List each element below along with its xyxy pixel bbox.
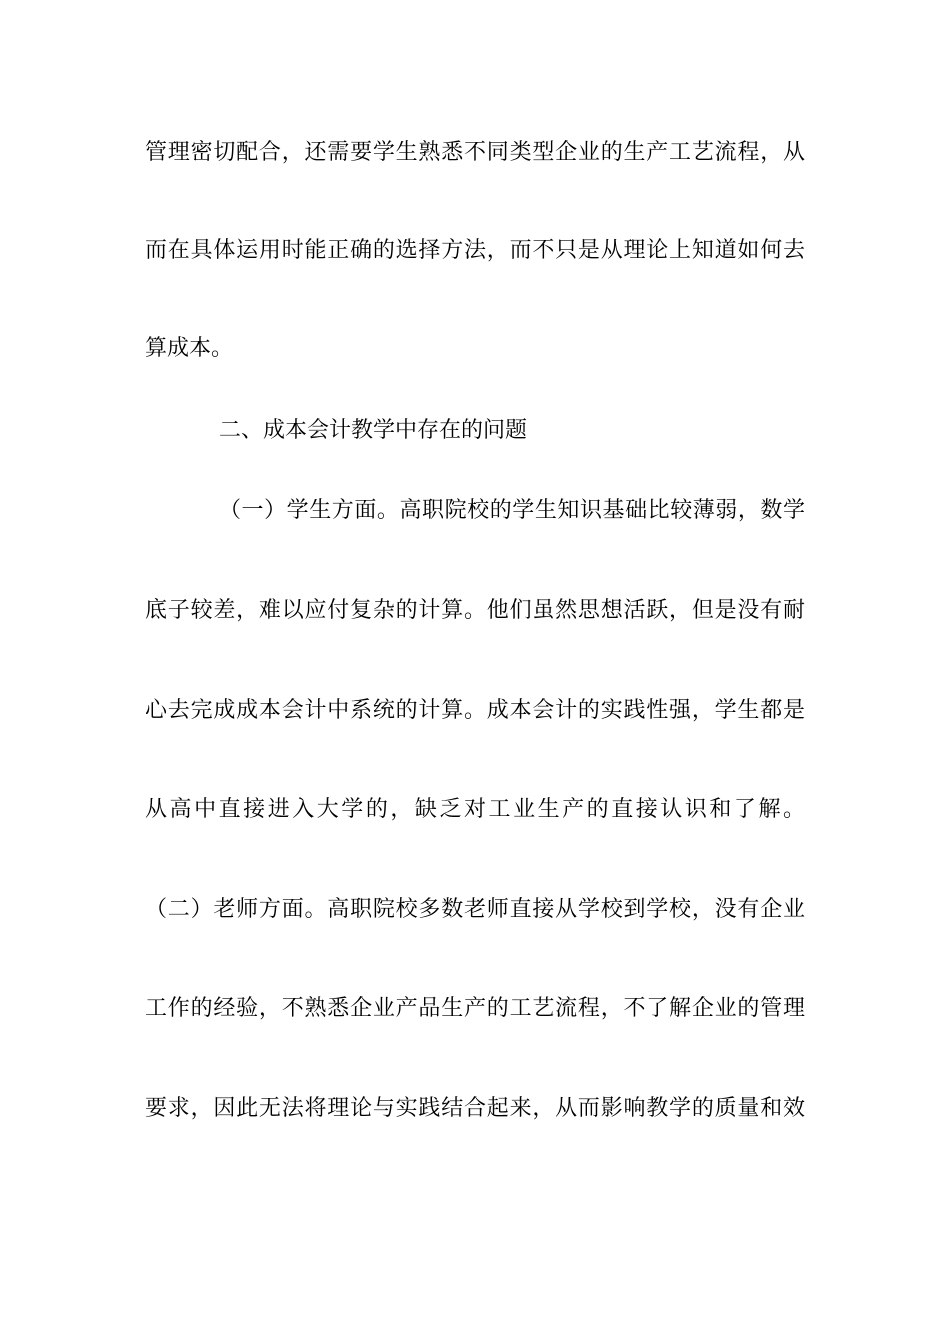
paragraph-line-5: 底子较差，难以应付复杂的计算。他们虽然思想活跃，但是没有耐 — [145, 598, 805, 623]
section-heading: 二、成本会计教学中存在的问题 — [219, 418, 528, 443]
paragraph-line-8: （二）老师方面。高职院校多数老师直接从学校到学校，没有企业 — [145, 897, 805, 922]
paragraph-line-10: 要求，因此无法将理论与实践结合起来，从而影响教学的质量和效 — [145, 1096, 805, 1121]
paragraph-line-9: 工作的经验，不熟悉企业产品生产的工艺流程，不了解企业的管理 — [145, 996, 805, 1021]
paragraph-line-4: （一）学生方面。高职院校的学生知识基础比较薄弱，数学 — [219, 498, 805, 523]
paragraph-line-7: 从高中直接进入大学的，缺乏对工业生产的直接认识和了解。 — [145, 797, 805, 822]
paragraph-line-3: 算成本。 — [145, 336, 234, 361]
paragraph-line-6: 心去完成成本会计中系统的计算。成本会计的实践性强，学生都是 — [145, 698, 805, 723]
paragraph-line-1: 管理密切配合，还需要学生熟悉不同类型企业的生产工艺流程，从 — [145, 140, 805, 165]
paragraph-line-2: 而在具体运用时能正确的选择方法，而不只是从理论上知道如何去 — [145, 238, 805, 263]
